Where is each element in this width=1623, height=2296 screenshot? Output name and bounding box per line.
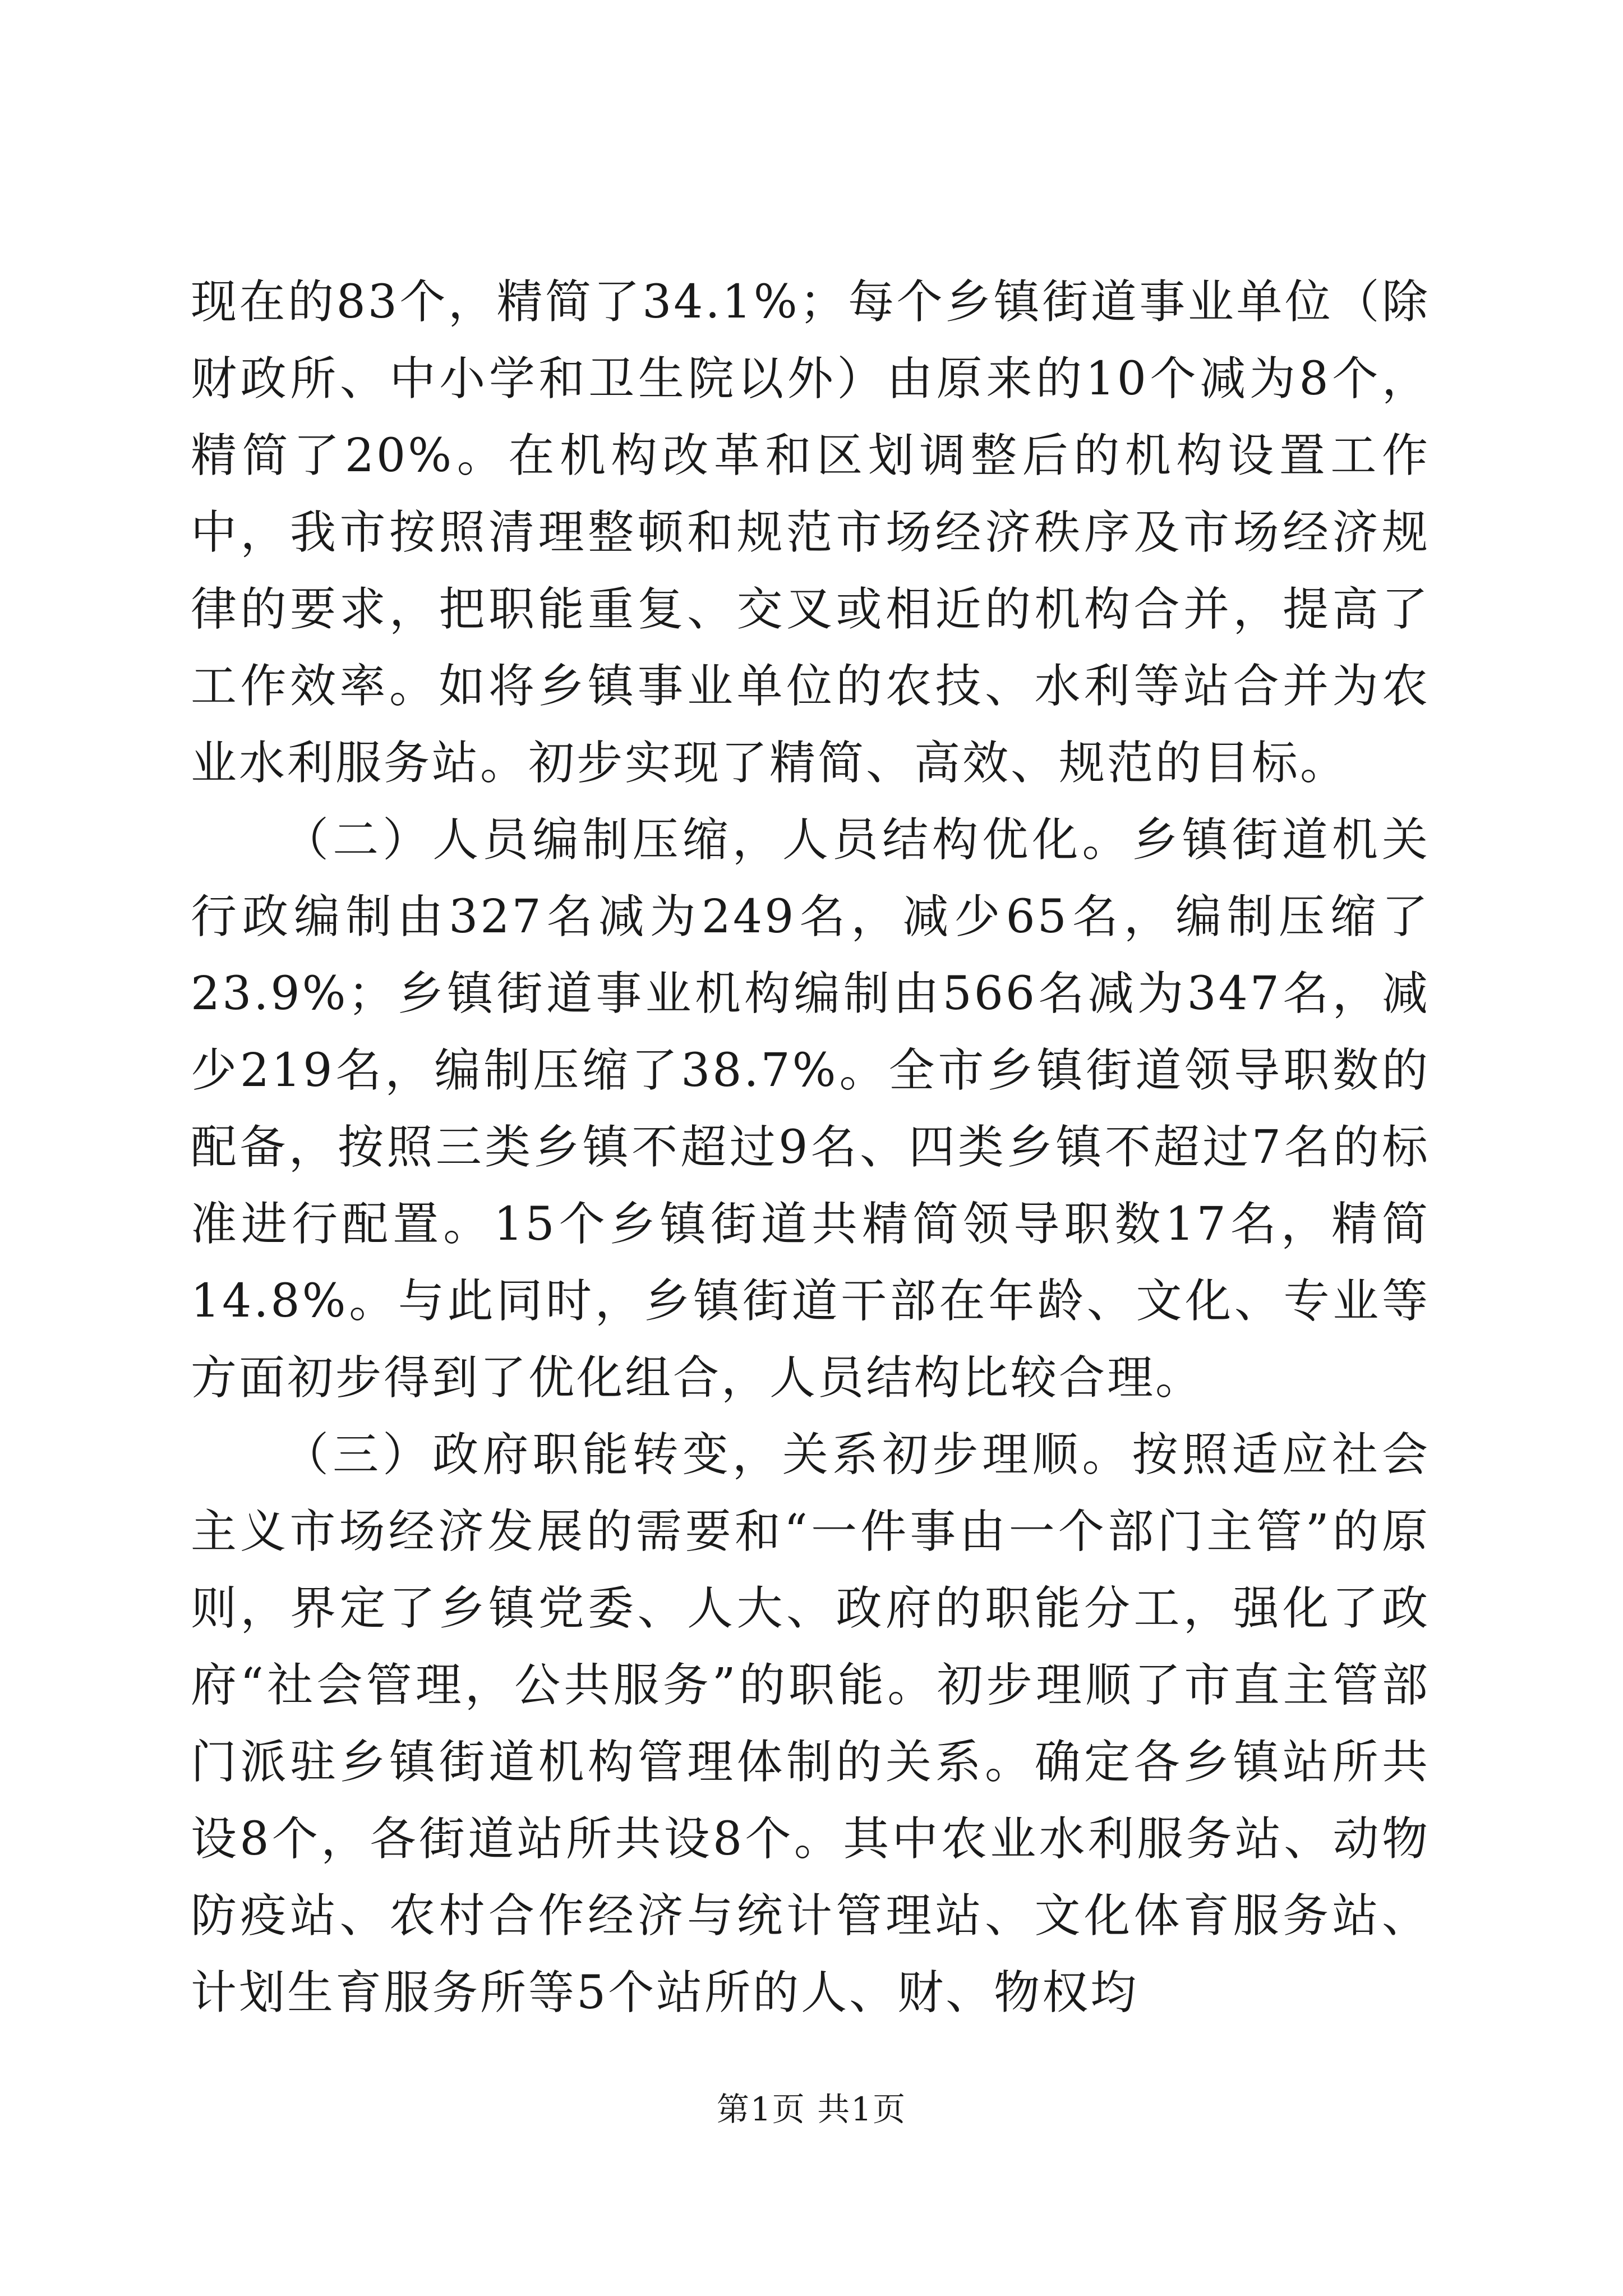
paragraph-1: 现在的83个，精简了34.1%；每个乡镇街道事业单位（除财政所、中小学和卫生院以外）由原来的10个减为8个，精简了20%。在机构改革和区划调整后的机构设置工作中，我市按照清理整顿和规范市场经济秩序及市场经济规律的要求，把职能重复、交叉或相近的机构合并，提高了工作效率。如将乡镇事业单位的农技、水利等站合并为农业水利服务站。初步实现了精简、高效、规范的目标。 <box>191 275 1430 790</box>
paragraph-2: （二）人员编制压缩，人员结构优化。乡镇街道机关行政编制由327名减为249名，减少65名，编制压缩了23.9%；乡镇街道事业机构编制由566名减为347名，减少219名，编制压缩了38.7%。全市乡镇街道领导职数的配备，按照三类乡镇不超过9名、四类乡镇不超过7名的标准进行配置。15个乡镇街道共精简领导职数17名，精简14.8%。与此同时，乡镇街道干部在年龄、文化、专业等方面初步得到了优化组合，人员结构比较合理。 <box>191 813 1430 1405</box>
document-body <box>191 264 1430 2031</box>
paragraph-3: （三）政府职能转变，关系初步理顺。按照适应社会主义市场经济发展的需要和“一件事由一个部门主管”的原则，界定了乡镇党委、人大、政府的职能分工，强化了政府“社会管理，公共服务”的职能。初步理顺了市直主管部门派驻乡镇街道机构管理体制的关系。确定各乡镇站所共设8个，各街道站所共设8个。其中农业水利服务站、动物防疫站、农村合作经济与统计管理站、文化体育服务站、计划生育服务所等5个站所的人、财、物权均 <box>191 1428 1430 2019</box>
page-number-footer: 第1页 共1页 <box>716 2090 907 2128</box>
